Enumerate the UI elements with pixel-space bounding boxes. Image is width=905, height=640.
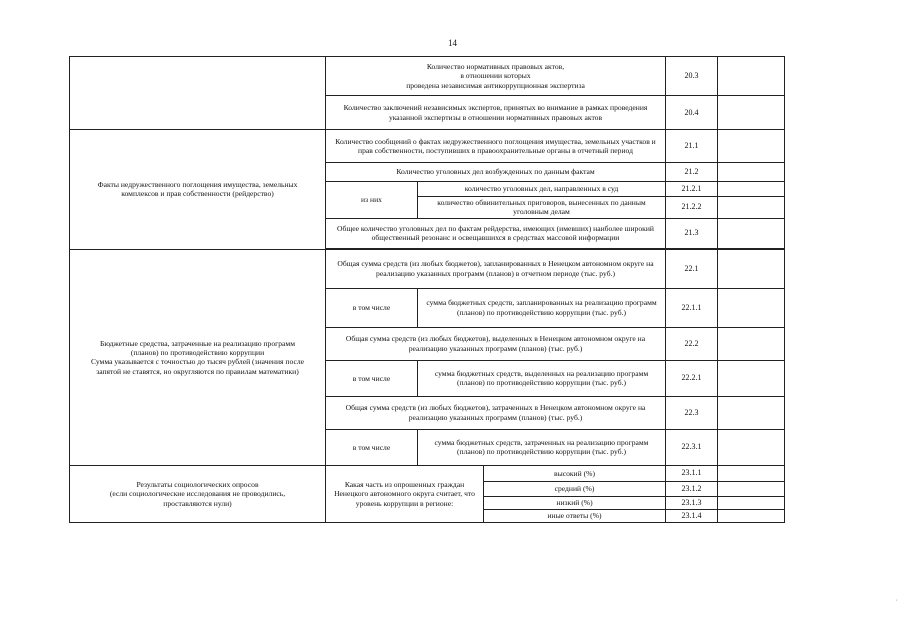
- page-number: 14: [448, 38, 457, 48]
- value-cell[interactable]: [718, 130, 785, 163]
- code-cell: 22.3: [666, 396, 718, 429]
- indicator-cell: Общая сумма средств (из любых бюджетов), запланированных в Ненецком автономном округе на реализацию указанных программ (планов) в отчетном периоде (тыс. руб.): [326, 249, 666, 288]
- category-cell-raiding: [70, 130, 326, 250]
- value-cell[interactable]: [718, 163, 785, 182]
- sub-label-cell: в том числе: [326, 288, 418, 327]
- sub-label-cell: в том числе: [326, 429, 418, 465]
- code-cell: 23.1.2: [666, 481, 718, 496]
- value-cell[interactable]: [718, 496, 785, 509]
- code-cell: 21.1: [666, 130, 718, 163]
- category-line: (если социологические исследования не проводились,: [109, 489, 286, 499]
- code-cell: 23.1.4: [666, 509, 718, 522]
- category-line: Результаты социологических опросов: [136, 479, 259, 489]
- indicator-cell: иные ответы (%): [484, 509, 666, 522]
- code-cell: 21.3: [666, 218, 718, 248]
- value-cell[interactable]: [718, 57, 785, 96]
- value-cell[interactable]: [718, 197, 785, 219]
- survey-question-cell: Какая часть из опрошенных граждан Ненецкого автономного округа считает, что уровень коррупции в регионе:: [326, 465, 484, 522]
- indicator-cell: [326, 57, 666, 96]
- indicator-cell: высокий (%): [484, 465, 666, 481]
- code-cell: 21.2.2: [666, 197, 718, 219]
- value-cell[interactable]: [718, 218, 785, 248]
- stray-mark: ,: [896, 596, 898, 602]
- table-row: [70, 249, 785, 288]
- indicator-cell: Количество заключений независимых экспертов, принятых во внимание в рамках проведения указанной экспертизы в отношении нормативных правовых актов: [326, 96, 666, 130]
- code-cell: 23.1.3: [666, 496, 718, 509]
- value-cell[interactable]: [718, 96, 785, 130]
- indicator-cell: Общая сумма средств (из любых бюджетов), выделенных в Ненецком автономном округе на реализацию указанных программ (планов) (тыс. руб.): [326, 327, 666, 360]
- value-cell[interactable]: [718, 396, 785, 429]
- indicator-text-line: в отношении которых: [460, 71, 531, 81]
- value-cell[interactable]: [718, 509, 785, 522]
- value-cell[interactable]: [718, 182, 785, 197]
- indicator-cell: низкий (%): [484, 496, 666, 509]
- table-row: [70, 130, 785, 163]
- indicator-cell: Количество сообщений о фактах недружественного поглощения имущества, земельных участков и прав собственности, поступивших в правоохранительные органы в отчетный период: [326, 130, 666, 163]
- indicator-cell: количество обвинительных приговоров, вынесенных по данным уголовным делам: [418, 197, 666, 219]
- category-cell-survey: [70, 465, 326, 522]
- sub-label-cell: из них: [326, 182, 418, 219]
- value-cell[interactable]: [718, 465, 785, 481]
- indicator-cell: сумма бюджетных средств, затраченных на реализацию программ (планов) по противодействию коррупции (тыс. руб.): [418, 429, 666, 465]
- sub-label-cell: в том числе: [326, 360, 418, 396]
- report-table: [69, 56, 785, 523]
- category-line: Бюджетные средства, затраченные на реализацию программ: [99, 338, 296, 348]
- value-cell[interactable]: [718, 481, 785, 496]
- indicator-cell: количество уголовных дел, направленных в суд: [418, 182, 666, 197]
- code-cell: 22.2: [666, 327, 718, 360]
- code-cell: 21.2.1: [666, 182, 718, 197]
- value-cell[interactable]: [718, 429, 785, 465]
- value-cell[interactable]: [718, 288, 785, 327]
- indicator-text-line: Количество нормативных правовых актов,: [426, 61, 565, 71]
- code-cell: 21.2: [666, 163, 718, 182]
- category-line: (планов) по противодействию коррупции: [130, 347, 265, 357]
- category-line: Факты недружественного поглощения имущества, земельных: [97, 180, 298, 189]
- indicator-cell: Общая сумма средств (из любых бюджетов), затраченных в Ненецком автономном округе на реализацию указанных программ (планов) (тыс. руб.): [326, 396, 666, 429]
- category-cell-budget: [70, 249, 326, 465]
- indicator-cell: средний (%): [484, 481, 666, 496]
- category-cell-empty: [70, 57, 326, 130]
- code-cell: 22.2.1: [666, 360, 718, 396]
- code-cell: 22.3.1: [666, 429, 718, 465]
- code-cell: 20.4: [666, 96, 718, 130]
- value-cell[interactable]: [718, 360, 785, 396]
- code-cell: 23.1.1: [666, 465, 718, 481]
- value-cell[interactable]: [718, 327, 785, 360]
- code-cell: 22.1: [666, 249, 718, 288]
- indicator-text-line: проведена независимая антикоррупционная экспертиза: [406, 80, 585, 90]
- category-line: Сумма указывается с точностью до тысяч рублей (значения после: [90, 357, 305, 367]
- indicator-cell: сумма бюджетных средств, запланированных на реализацию программ (планов) по противодействию коррупции (тыс. руб.): [418, 288, 666, 327]
- category-line: проставляются нули): [163, 498, 232, 508]
- indicator-cell: Количество уголовных дел возбужденных по данным фактам: [326, 163, 666, 182]
- category-line: запятой не ставятся, но округляются по правилам математики): [96, 366, 299, 376]
- table-row: [70, 465, 785, 481]
- category-line: комплексов и прав собственности (рейдерство): [121, 189, 274, 199]
- value-cell[interactable]: [718, 249, 785, 288]
- table-row: [70, 57, 785, 96]
- indicator-cell: сумма бюджетных средств, выделенных на реализацию программ (планов) по противодействию коррупции (тыс. руб.): [418, 360, 666, 396]
- code-cell: 20.3: [666, 57, 718, 96]
- code-cell: 22.1.1: [666, 288, 718, 327]
- indicator-cell: Общее количество уголовных дел по фактам рейдерства, имеющих (имевших) наиболее широкий общественный резонанс и освещавшихся в средствах массовой информации: [326, 218, 666, 248]
